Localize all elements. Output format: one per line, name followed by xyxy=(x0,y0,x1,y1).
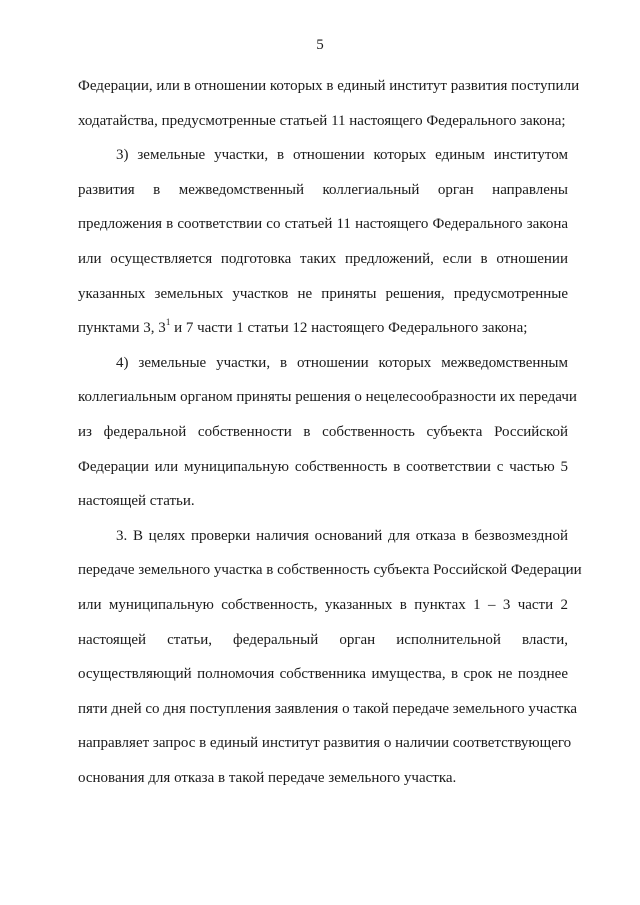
text-line: 4) земельные участки, в отношении которых межведомственным xyxy=(116,354,568,371)
text-line: настоящей статьи, федеральный орган исполнительной власти, xyxy=(78,631,568,648)
text-line: ходатайства, предусмотренные статьей 11 настоящего Федерального закона; xyxy=(78,112,566,129)
text-line: 3. В целях проверки наличия оснований для отказа в безвозмездной xyxy=(116,527,568,544)
text-line: передаче земельного участка в собственность субъекта Российской Федерации xyxy=(78,562,582,579)
superscript: 1 xyxy=(165,317,171,328)
paragraph-part-3 xyxy=(78,519,582,796)
text-line: указанных земельных участков не приняты решения, предусмотренные xyxy=(78,285,568,302)
text-line: предложения в соответствии со статьей 11 настоящего Федерального закона xyxy=(78,216,568,233)
paragraph-continuation xyxy=(78,69,580,138)
text-line: 3) земельные участки, в отношении которых единым институтом xyxy=(116,147,568,164)
text-line: основания для отказа в такой передаче земельного участка. xyxy=(78,769,457,786)
text-line: направляет запрос в единый институт развития о наличии соответствующего xyxy=(78,735,572,752)
text-line: настоящей статьи. xyxy=(78,493,195,510)
text-line: развития в межведомственный коллегиальный орган направлены xyxy=(78,181,568,198)
text-line: из федеральной собственности в собственность субъекта Российской xyxy=(78,423,568,440)
text-line: коллегиальным органом приняты решения о нецелесообразности их передачи xyxy=(78,389,577,406)
text-segment: пунктами 3, 3 xyxy=(78,320,166,337)
paragraph-item-4 xyxy=(78,346,577,519)
text-line: или муниципальную собственность, указанных в пунктах 1 – 3 части 2 xyxy=(78,596,568,613)
text-line: Федерации или муниципальную собственность в соответствии с частью 5 xyxy=(78,458,568,475)
document-body xyxy=(78,69,582,795)
paragraph-item-3 xyxy=(78,138,568,346)
text-line: осуществляющий полномочия собственника имущества, в срок не позднее xyxy=(78,666,568,683)
text-line: Федерации, или в отношении которых в единый институт развития поступили xyxy=(78,78,580,94)
text-line: или осуществляется подготовка таких предложений, если в отношении xyxy=(78,250,568,267)
text-line-with-superscript xyxy=(78,311,568,346)
text-segment: и 7 части 1 статьи 12 настоящего Федерального закона; xyxy=(170,320,528,337)
text-line: пяти дней со дня поступления заявления о такой передаче земельного участка xyxy=(78,700,578,717)
page-number: 5 xyxy=(316,37,324,53)
